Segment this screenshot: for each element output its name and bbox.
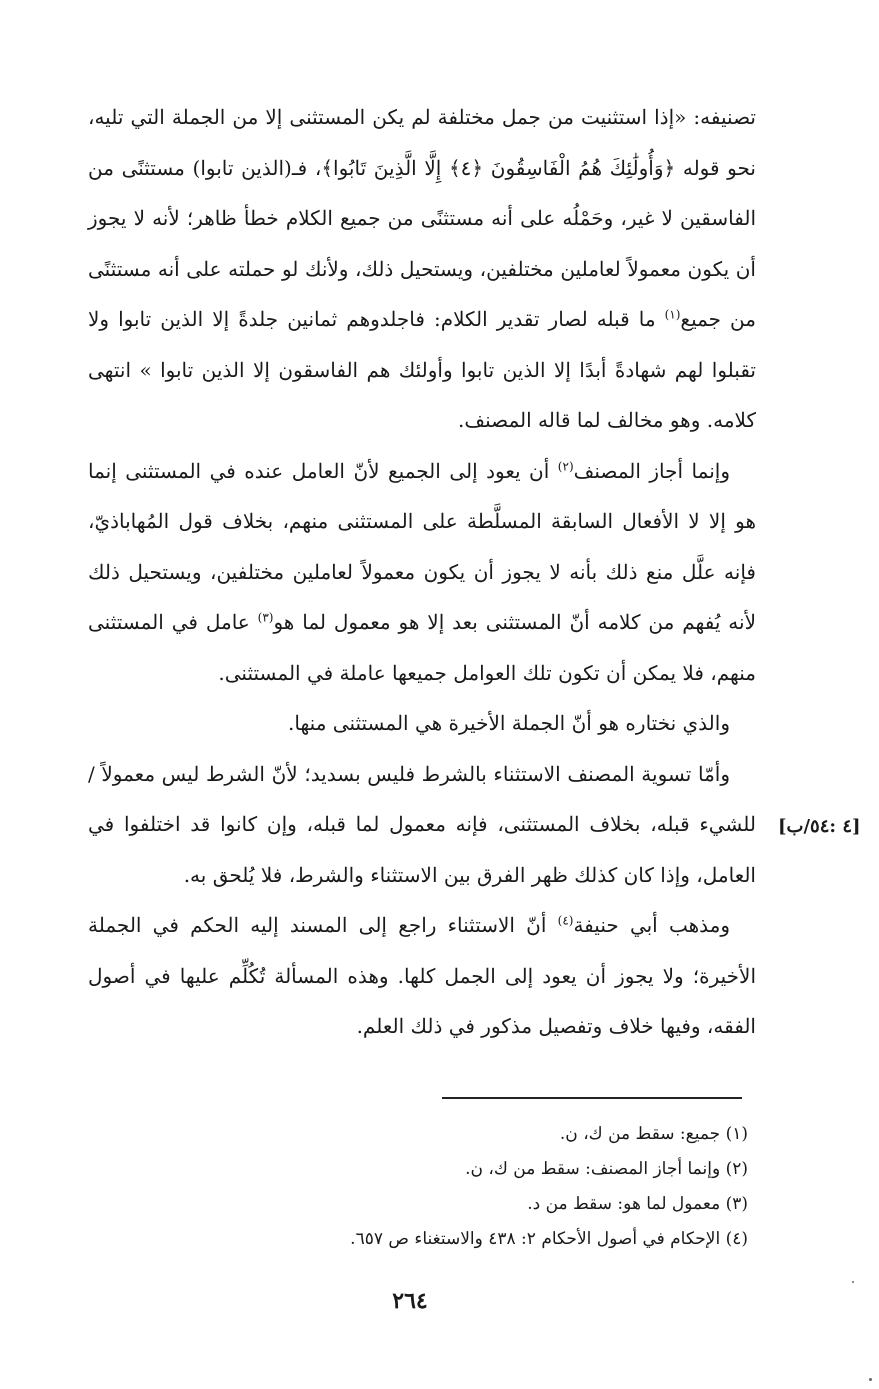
main-text-block [88,92,756,1052]
footnote-separator [442,1097,742,1099]
text-run: والذي نختاره هو أنّ الجملة الأخيرة هي المستثنى منها. [288,711,730,735]
text-run: ما قبله لصار تقدير الكلام: فاجلدوهم ثمانين جلدةً إلا الذين تابوا ولا تقبلوا لهم شهادةً أبدًا إلا الذين تابوا وأولئك هم الفاسقون إلا الذين تابوا » انتهى كلامه. وهو مخالف لما قاله المصنف. [88,307,756,432]
page-number: ٢٦٤ [392,1288,428,1314]
text-run: عامل في المستثنى منهم، فلا يمكن أن تكون تلك العوامل جميعها عاملة في المستثنى. [88,610,756,685]
paragraph [88,900,756,1052]
paragraph [88,92,756,446]
footnote-marker: (٤) [557,913,574,928]
text-run: تصنيفه: «إذا استثنيت من جمل مختلفة لم يكن المستثنى إلا من الجملة التي تليه، نحو قوله ﴿وَأُولَٰئِكَ هُمُ الْفَاسِقُونَ ﴿٤﴾ إِلَّا الَّذِينَ تَابُوا﴾، فـ(الذين تابوا) مستثنًى من الفاسقين لا غير، وحَمْلُه على أنه مستثنًى من جميع الكلام خطأ ظاهر؛ لأنه لا يجوز أن يكون معمولاً لعاملين مختلفين، ويستحيل ذلك، ولأنك لو حملته على أنه مستثنًى من جميع [88,105,756,331]
footnote-1: (١) جميع: سقط من ك، ن. [559,1124,748,1144]
text-run: ومذهب أبي حنيفة [573,913,730,937]
margin-manuscript-reference: [٤ :٥٤/ب] [778,816,861,837]
footnote-2: (٢) وإنما أجاز المصنف: سقط من ك، ن. [465,1159,748,1179]
text-run: وإنما أجاز المصنف [573,458,730,483]
text-run: أن يعود إلى الجميع لأنّ العامل عنده في المستثنى إنما هو إلا لا الأفعال السابقة المسلَّطة على المستثنى منهم، بخلاف قول المُهاباذيّ، فإنه علَّل منع ذلك بأنه لا يجوز أن يكون معمولاً لعاملين مختلفين، ويستحيل ذلك لأنه يُفهم من كلامه أنّ المستثنى بعد إلا هو معمول لما هو [88,458,757,634]
scan-speck [852,1281,854,1283]
paragraph [88,749,756,901]
footnote-marker: (١) [664,307,681,322]
footnote-4: (٤) الإحكام في أصول الأحكام ٢: ٤٣٨ والاستغناء ص ٦٥٧. [350,1229,748,1249]
footnotes [200,1117,748,1257]
paragraph [88,446,756,699]
footnote-marker: (٢) [557,458,574,473]
scan-speck [869,1378,872,1381]
text-run: وأمّا تسوية المصنف الاستثناء بالشرط فليس بسديد؛ لأنّ الشرط ليس معمولاً /للشيء قبله، بخلاف المستثنى، فإنه معمول لما قبله، وإن كانوا قد اختلفوا في العامل، وإذا كان كذلك ظهر الفرق بين الاستثناء والشرط، فلا يُلحق به. [88,761,756,887]
paragraph [88,698,756,749]
text-run: أنّ الاستثناء راجع إلى المسند إليه الحكم في الجملة الأخيرة؛ ولا يجوز أن يعود إلى الجمل كلها. وهذه المسألة تُكُلِّم عليها في أصول الفقه، وفيها خلاف وتفصيل مذكور في ذلك العلم. [88,913,756,1038]
footnote-3: (٣) معمول لما هو: سقط من د. [527,1194,748,1214]
footnote-marker: (٣) [257,610,274,625]
